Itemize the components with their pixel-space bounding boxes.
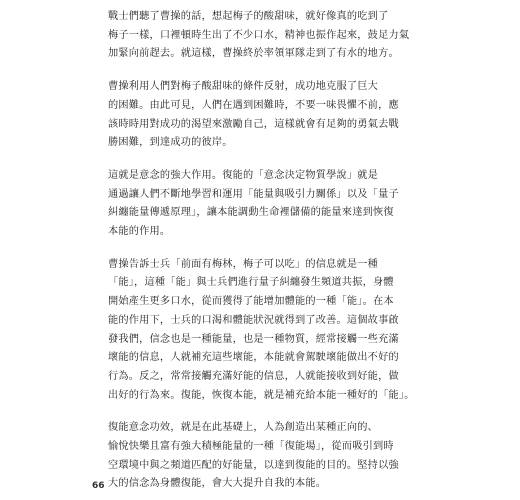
text-line: 能的作用下，士兵的口渴和體能狀況就得到了改善。這個故事啟 <box>108 314 399 326</box>
text-line: 通過讓人們不斷地學習和運用「能量與吸引力關係」以及「量子 <box>108 188 399 200</box>
text-line: 本能的作用。 <box>108 226 171 238</box>
text-line: 大的信念為身體復能，會大大提升自我的本能。 <box>108 478 327 490</box>
text-line: 該時時用對成功的渴望來激勵自己，這樣就會有足夠的勇氣去戰 <box>108 118 399 130</box>
text-line: 壞能的信息，人就補充這些壞能，本能就會駕駛壞能做出不好的 <box>108 352 399 364</box>
paragraph-4 <box>108 256 440 406</box>
text-line: 勝困難，到達成功的彼岸。 <box>108 137 233 149</box>
page-number: 66 <box>92 481 105 491</box>
text-line: 的困難。由此可見，人們在遇到困難時，不要一味畏懼不前，應 <box>108 99 399 111</box>
paragraph-5 <box>108 419 440 494</box>
paragraph-2 <box>108 78 440 153</box>
text-line: 行為。反之，常常接觸充滿好能的信息，人就能接收到好能，做 <box>108 370 399 382</box>
paragraph-1 <box>108 8 440 64</box>
body-text <box>108 8 440 494</box>
text-line: 梅子一樣，口裡頓時生出了不少口水，精神也振作起來，鼓足力氣 <box>108 29 410 41</box>
text-line: 戰士們聽了曹操的話，想起梅子的酸甜味，就好像真的吃到了 <box>108 11 389 22</box>
text-line: 復能意念功效，就是在此基礎上，人為創造出某種正向的、 <box>108 422 379 434</box>
text-line: 這就是意念的強大作用。復能的「意念決定物質學說」就是 <box>108 169 379 181</box>
text-line: 出好的行為來。復能，恢復本能，就是補充給本能一種好的「能」。 <box>108 389 415 401</box>
text-line: 加緊向前趕去。就這樣，曹操終於率領軍隊走到了有水的地方。 <box>108 48 399 60</box>
text-line: 曹操利用人們對梅子酸甜味的條件反射，成功地克服了巨大 <box>108 81 379 93</box>
text-line: 曹操告訴士兵「前面有梅林，梅子可以吃」的信息就是一種 <box>108 258 379 270</box>
text-line: 發我們，信念也是一種能量，也是一種物質，經常接觸一些充滿 <box>108 333 399 345</box>
text-line: 「能」，這種「能」與士兵們進行量子糾纏發生頻道共振，身體 <box>108 277 394 289</box>
text-line: 愉悅快樂且富有強大積極能量的一種「復能場」，從而吸引到時 <box>108 441 394 453</box>
text-line: 糾纏能量傳遞原理」，讓本能調動生命裡儲備的能量來達到恢復 <box>108 207 394 219</box>
paragraph-3 <box>108 167 440 242</box>
text-line: 開始產生更多口水，從而獲得了能增加體能的一種「能」。在本 <box>108 296 394 308</box>
text-line: 空環境中與之頻道匹配的好能量，以達到復能的目的。堅持以強 <box>108 459 399 471</box>
